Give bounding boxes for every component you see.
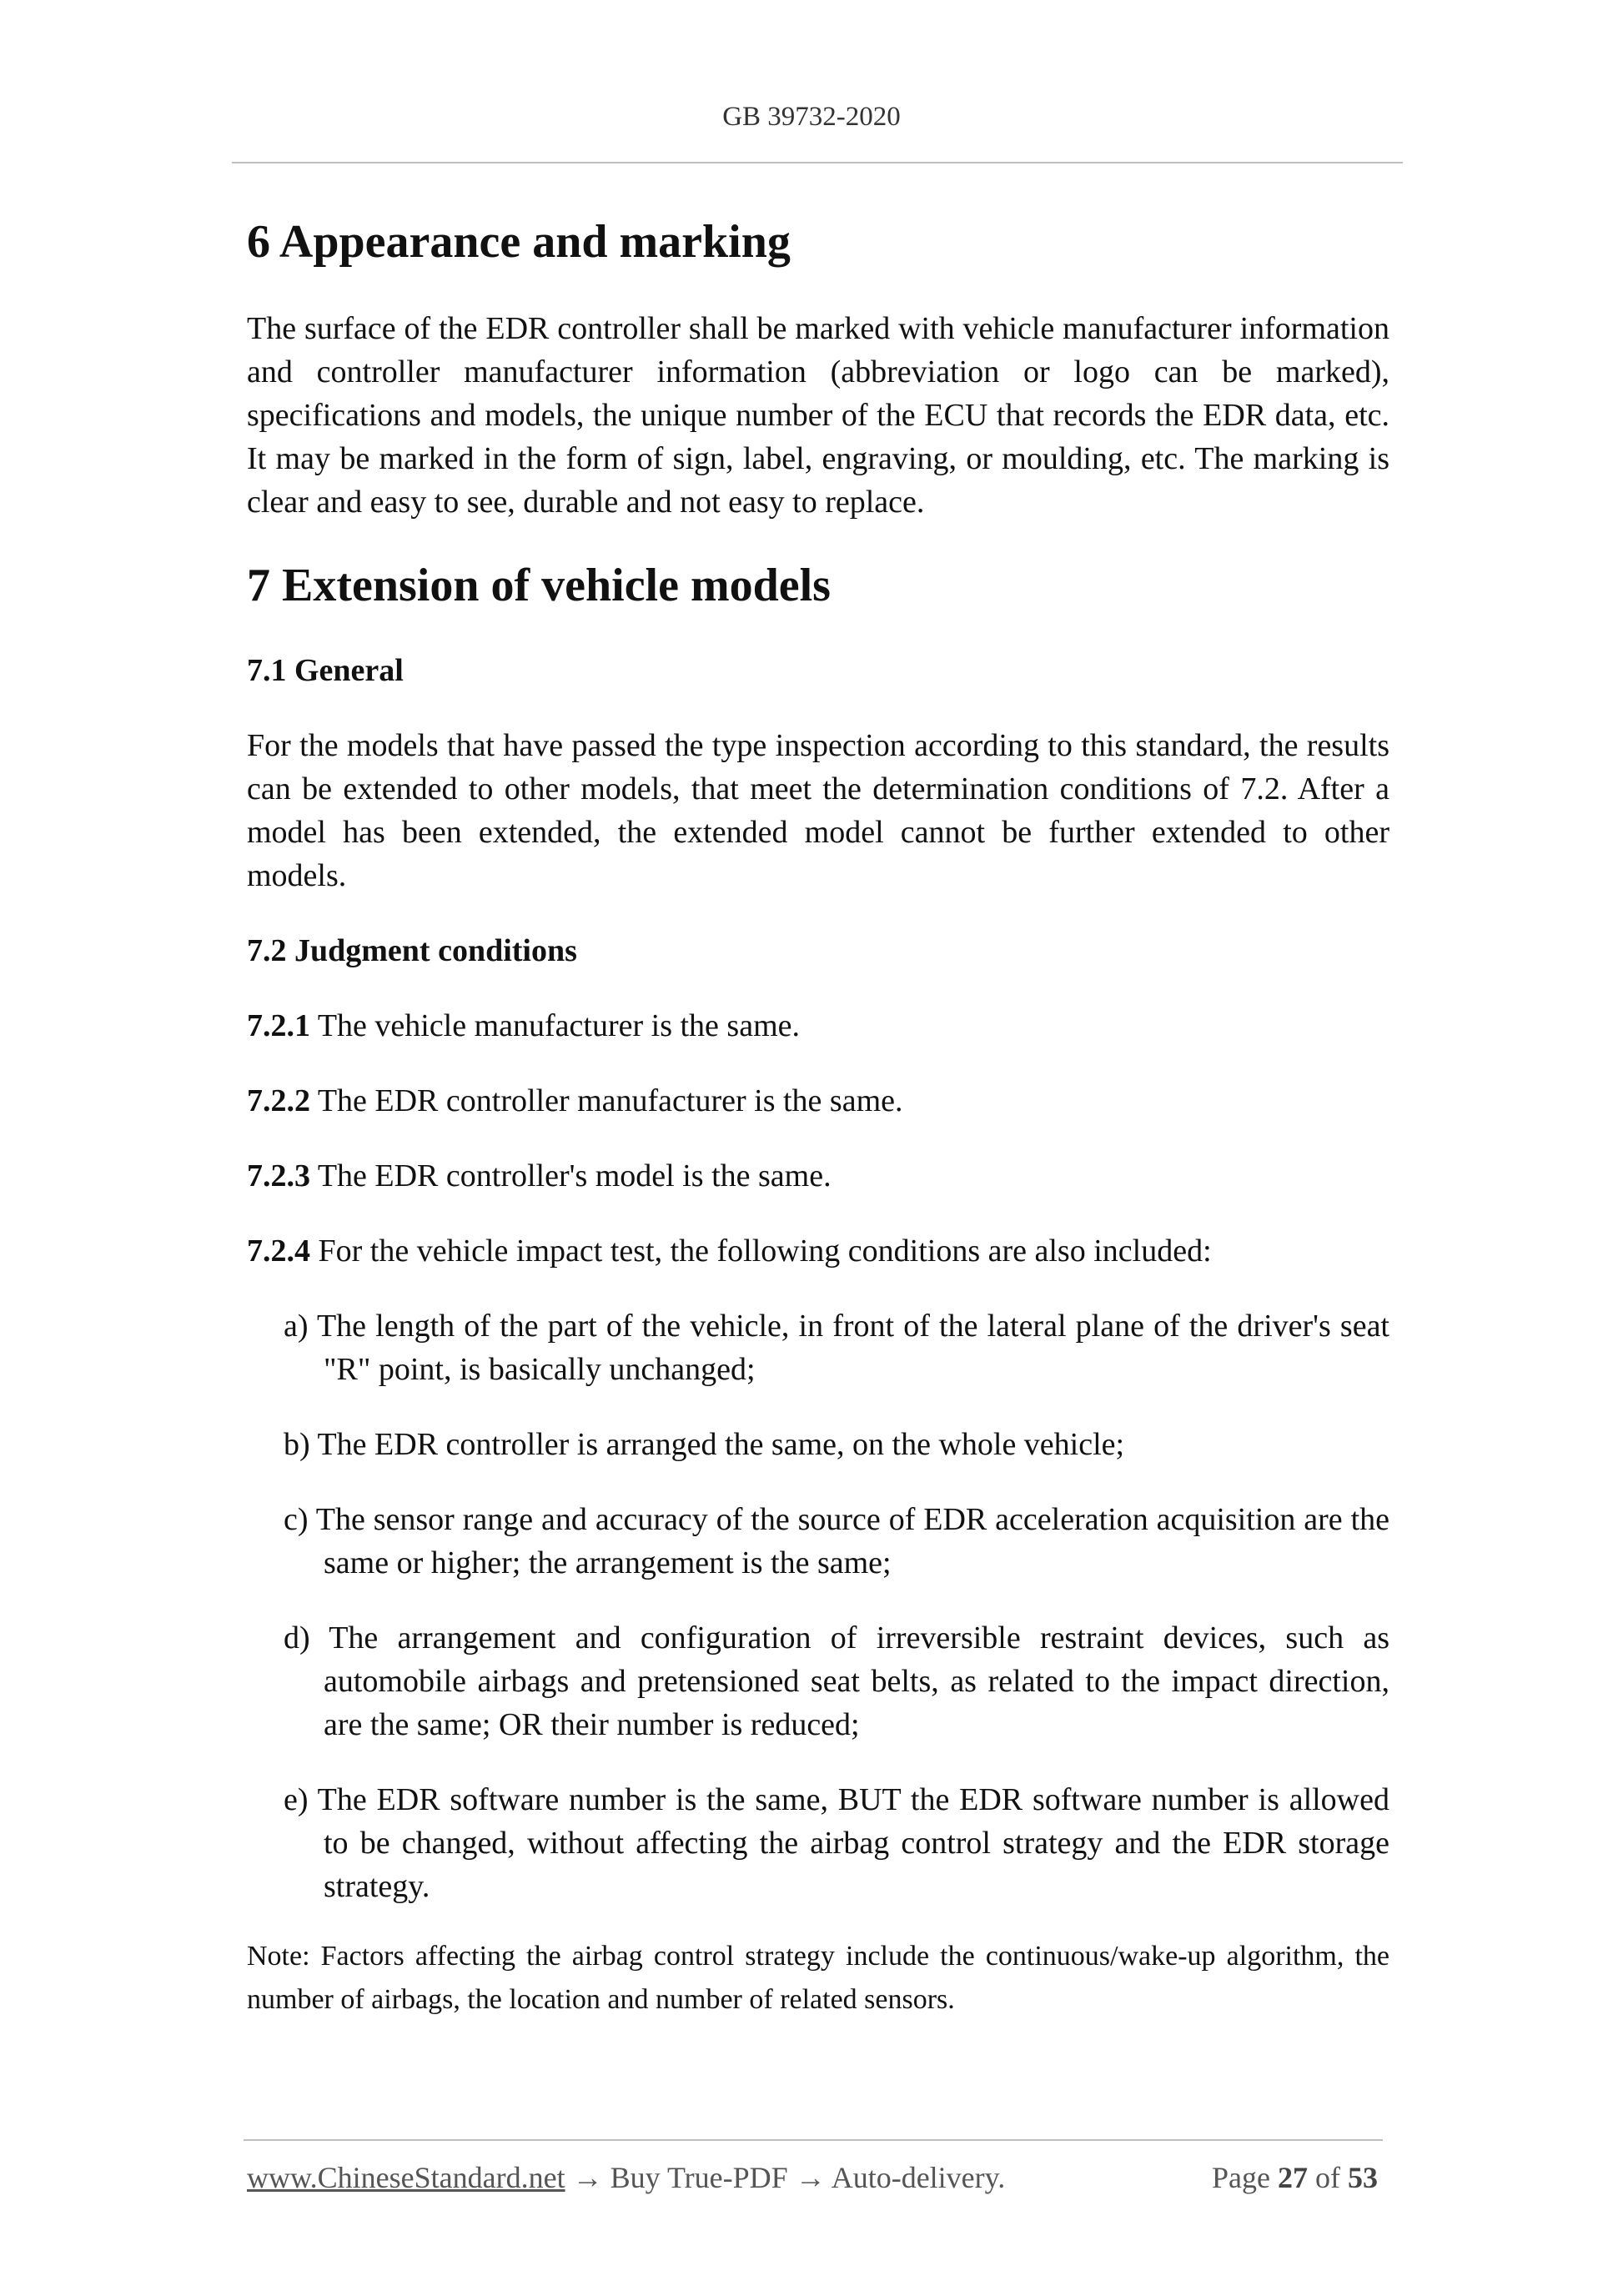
page-header: GB 39732-2020 (722, 102, 901, 132)
section-7-1-heading: 7.1 General (247, 653, 404, 688)
clause-7-2-1 (247, 1004, 1389, 1048)
document-body (247, 208, 1389, 2022)
clause-number: 7.2.2 (247, 1083, 310, 1118)
clause-text: The vehicle manufacturer is the same. (310, 1008, 800, 1043)
clause-text: The EDR controller manufacturer is the same. (310, 1083, 903, 1118)
arrow-right-icon: → (572, 2161, 603, 2194)
page-label: Page (1212, 2161, 1270, 2194)
note: Note: Factors affecting the airbag control strategy include the continuous/wake-up algorithm, the number of airbags, the location and number of related sensors. (247, 1941, 1389, 2015)
clause-number: 7.2.1 (247, 1008, 310, 1043)
delivery-text: Auto-delivery. (831, 2161, 1006, 2194)
page-of-label: of (1315, 2161, 1340, 2194)
section-6-body: The surface of the EDR controller shall be marked with vehicle manufacturer information and controller manufacturer information (abbreviation or logo can be marked), specifications and models, the unique number of the ECU that records the EDR data, etc. It may be marked in the form of sign, label, engraving, or moulding, etc. The marking is clear and easy to see, durable and not easy to replace. (247, 311, 1389, 520)
clause-text: The EDR controller's model is the same. (310, 1158, 832, 1193)
section-7-heading: 7 Extension of vehicle models (247, 560, 831, 611)
clause-7-2-3 (247, 1154, 1389, 1198)
page-number (1212, 2160, 1378, 2195)
clause-7-2-4 (247, 1229, 1389, 1273)
page-total: 53 (1348, 2161, 1378, 2194)
footer-divider (244, 2139, 1383, 2141)
buy-link: Buy True-PDF (610, 2161, 788, 2194)
footer-promo (247, 2160, 1005, 2195)
condition-item-d: d) The arrangement and configuration of irreversible restraint devices, such as automobile airbags and pretensioned seat belts, as related to the impact direction, are the same; OR their number is reduced; (284, 1620, 1389, 1742)
page-current: 27 (1278, 2161, 1308, 2194)
arrow-right-icon: → (795, 2161, 826, 2194)
header-divider (232, 162, 1403, 163)
clause-number: 7.2.4 (247, 1233, 310, 1269)
clause-text: For the vehicle impact test, the following conditions are also included: (310, 1233, 1212, 1269)
condition-item-b: b) The EDR controller is arranged the same, on the whole vehicle; (284, 1427, 1125, 1462)
section-6-heading: 6 Appearance and marking (247, 216, 791, 268)
clause-7-2-2 (247, 1079, 1389, 1123)
condition-item-c: c) The sensor range and accuracy of the source of EDR acceleration acquisition are the same or higher; the arrangement is the same; (284, 1502, 1389, 1580)
clause-number: 7.2.3 (247, 1158, 310, 1193)
condition-item-a: a) The length of the part of the vehicle, in front of the lateral plane of the driver's seat "R" point, is basically unchanged; (284, 1309, 1389, 1387)
site-link[interactable]: www.ChineseStandard.net (247, 2161, 565, 2194)
condition-item-e: e) The EDR software number is the same, BUT the EDR software number is allowed to be changed, without affecting the airbag control strategy and the EDR storage strategy. (284, 1782, 1389, 1904)
section-7-2-heading: 7.2 Judgment conditions (247, 933, 577, 968)
section-7-1-body: For the models that have passed the type inspection according to this standard, the results can be extended to other models, that meet the determination conditions of 7.2. After a model has been extended, the extended model cannot be further extended to other models. (247, 728, 1389, 893)
